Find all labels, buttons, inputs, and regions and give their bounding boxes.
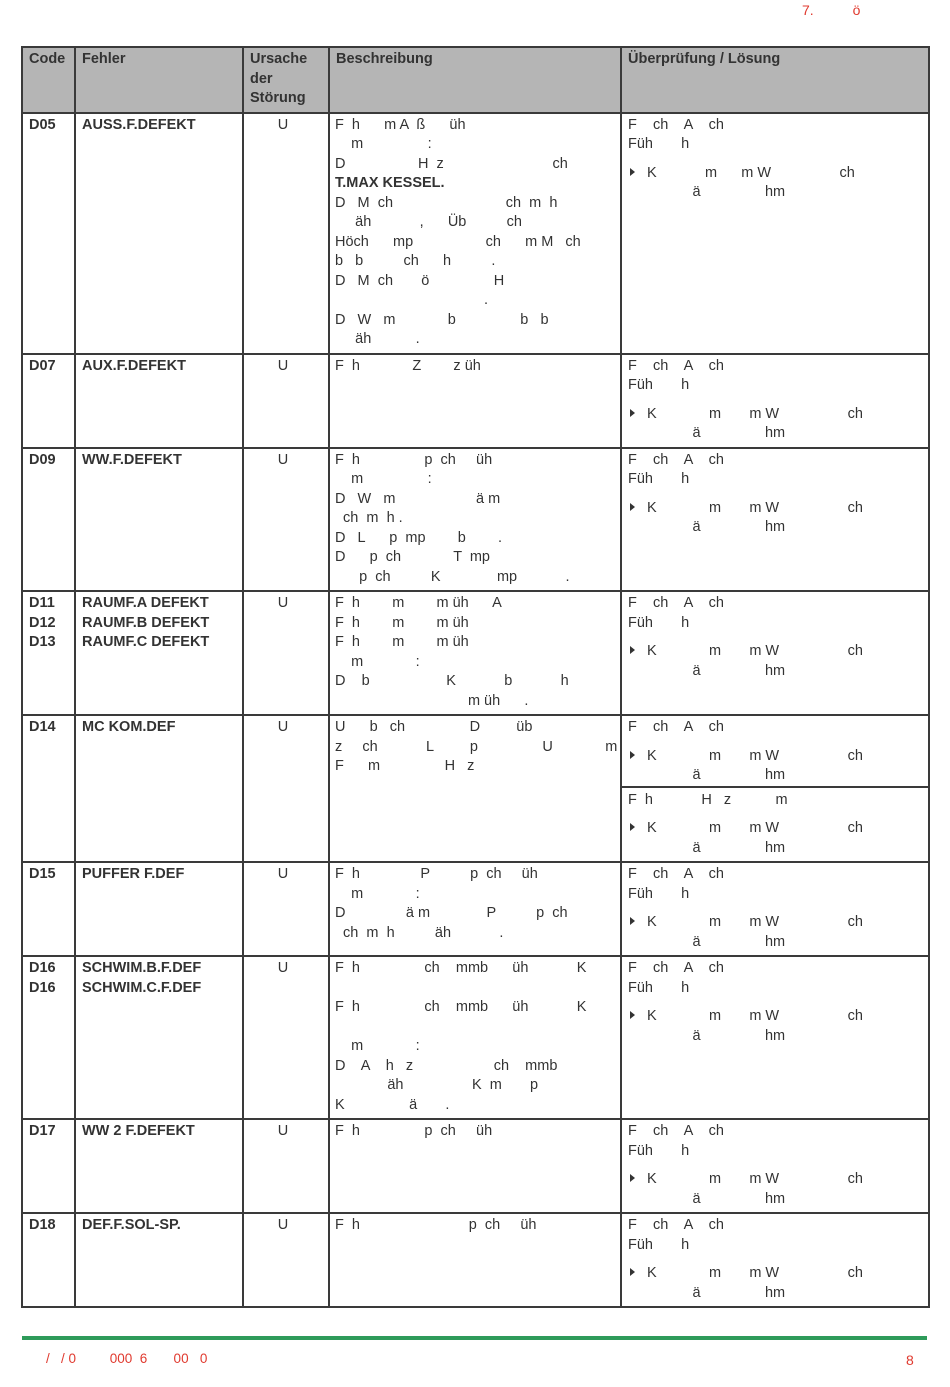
fault-name: MC KOM.DEF: [82, 719, 176, 735]
cause-value: U: [277, 451, 289, 468]
solution-step-continuation: ä hm: [628, 1027, 786, 1044]
cell-code: [22, 113, 75, 354]
solution-block: [628, 116, 922, 203]
cell-cause: [243, 113, 329, 354]
description-line: F h P p ch üh: [335, 866, 538, 882]
solution-line: F ch A ch: [628, 116, 724, 133]
cause-value: U: [277, 116, 289, 133]
solution-step-text: K m m W ch: [647, 820, 863, 836]
cell-description: [329, 1119, 621, 1213]
table-row: [22, 862, 929, 956]
cell-fault: [75, 1213, 243, 1307]
cell-solution: [621, 354, 929, 448]
solution-line: Füh h: [628, 471, 690, 487]
cell-description: [329, 591, 621, 715]
bullet-triangle-icon: [630, 1174, 635, 1182]
cause-value: U: [277, 357, 289, 374]
table-row: [22, 715, 929, 862]
fault-name: SCHWIM.B.F.DEF: [82, 960, 202, 976]
description-line: F h Z z üh: [335, 357, 481, 374]
solution-step: [628, 1007, 922, 1027]
solution-step-text: K m m W ch: [647, 164, 855, 181]
cell-description: [329, 354, 621, 448]
description-line: D b K b h: [335, 673, 569, 689]
table-row: [22, 956, 929, 1119]
solution-line: F ch A ch: [628, 719, 724, 735]
cell-description: [329, 113, 621, 354]
cell-fault: [75, 591, 243, 715]
solution-block: [628, 1216, 922, 1303]
solution-step-continuation: ä hm: [628, 519, 786, 535]
description-line: U b ch D üb: [335, 719, 533, 735]
cell-fault: [75, 1119, 243, 1213]
bullet-triangle-icon: [630, 1268, 635, 1276]
description-line: F h ch mmb üh K: [335, 960, 587, 976]
cell-fault: [75, 448, 243, 592]
solution-step: [628, 499, 922, 519]
description-line: F h p ch üh: [335, 1123, 493, 1139]
solution-step-text: K m m W ch: [647, 1171, 863, 1187]
cell-cause: [243, 1119, 329, 1213]
description-line: [335, 979, 614, 999]
cause-value: U: [277, 960, 289, 976]
solution-line: Füh h: [628, 885, 690, 902]
cell-code: [22, 862, 75, 956]
description-line: F h m A ß üh: [335, 116, 466, 133]
solution-block: [628, 451, 922, 538]
solution-block: [628, 959, 922, 1046]
solution-line: F ch A ch: [628, 1123, 724, 1139]
solution-line: Füh h: [628, 1236, 690, 1253]
solution-line: F ch A ch: [628, 595, 724, 611]
solution-step-continuation: ä hm: [628, 1284, 786, 1301]
solution-step-text: K m m W ch: [647, 914, 863, 930]
description-line: ch m h äh .: [335, 924, 504, 941]
bullet-triangle-icon: [630, 1011, 635, 1019]
bullet-triangle-icon: [630, 503, 635, 511]
description-line: T.MAX KESSEL.: [335, 175, 445, 191]
cause-value: U: [277, 866, 289, 882]
solution-step: [628, 747, 922, 767]
description-line: D p ch T mp: [335, 549, 490, 565]
solution-step-text: K m m W ch: [647, 1265, 863, 1281]
table-row: [22, 591, 929, 715]
cell-code: [22, 448, 75, 592]
description-line: F h p ch üh: [335, 451, 493, 468]
fault-name: AUX.F.DEFEKT: [82, 357, 186, 374]
description-line: m :: [335, 136, 432, 152]
cause-value: U: [277, 1217, 289, 1233]
bullet-triangle-icon: [630, 751, 635, 759]
solution-step-continuation: ä hm: [628, 767, 786, 783]
cell-solution: [621, 591, 929, 715]
description-line: D ä m P p ch: [335, 905, 568, 921]
column-header-fault: Fehler: [75, 47, 243, 113]
solution-line: F h H z m: [628, 791, 788, 808]
fault-name: RAUMF.A DEFEKT: [82, 595, 209, 611]
solution-line: F ch A ch: [628, 866, 724, 882]
cell-fault: [75, 715, 243, 862]
description-line: F h m m üh A: [335, 595, 502, 611]
cell-cause: [243, 956, 329, 1119]
solution-step-continuation: ä hm: [628, 933, 786, 950]
fault-name: RAUMF.B DEFEKT: [82, 614, 210, 631]
solution-line: Füh h: [628, 614, 690, 631]
error-code: D18: [29, 1217, 56, 1233]
fault-name: AUSS.F.DEFEKT: [82, 116, 196, 133]
error-code: D13: [29, 634, 56, 650]
description-line: m :: [335, 885, 420, 902]
cell-description: [329, 448, 621, 592]
cell-cause: [243, 448, 329, 592]
column-header-code: Code: [22, 47, 75, 113]
description-line: b b ch h .: [335, 253, 496, 269]
cell-solution: [621, 715, 929, 862]
description-line: äh .: [335, 331, 420, 347]
page-number: 8: [906, 1352, 914, 1368]
solution-line: Füh h: [628, 136, 690, 152]
cell-description: [329, 715, 621, 862]
cell-cause: [243, 862, 329, 956]
solution-step: [628, 1170, 922, 1190]
table-row: [22, 1119, 929, 1213]
solution-step-continuation: ä hm: [628, 184, 786, 200]
cell-solution: [621, 1119, 929, 1213]
fault-name: SCHWIM.C.F.DEF: [82, 979, 202, 996]
description-line: F h m m üh: [335, 634, 469, 650]
error-code: D12: [29, 614, 56, 631]
table-row: [22, 1213, 929, 1307]
bullet-triangle-icon: [630, 646, 635, 654]
error-code: D05: [29, 116, 56, 133]
cell-fault: [75, 862, 243, 956]
cell-code: [22, 354, 75, 448]
solution-step-continuation: ä hm: [628, 662, 786, 679]
solution-step: [628, 913, 922, 933]
fault-name: WW 2 F.DEFEKT: [82, 1123, 195, 1139]
fault-name: WW.F.DEFEKT: [82, 451, 182, 468]
solution-step-text: K m m W ch: [647, 747, 863, 764]
solution-step-text: K m m W ch: [647, 643, 863, 659]
error-code: D07: [29, 357, 56, 374]
table-row: [22, 113, 929, 354]
solution-step-continuation: ä hm: [628, 425, 786, 441]
cell-solution: [621, 1213, 929, 1307]
error-code: D17: [29, 1123, 56, 1139]
cell-cause: [243, 354, 329, 448]
solution-line: F ch A ch: [628, 960, 724, 976]
error-code: D15: [29, 866, 56, 882]
solution-step-continuation: ä hm: [628, 1190, 786, 1207]
error-code: D14: [29, 719, 56, 735]
solution-step: [628, 1264, 922, 1284]
cell-fault: [75, 956, 243, 1119]
cell-code: [22, 956, 75, 1119]
error-code: D11: [29, 595, 55, 611]
cause-value: U: [277, 1123, 289, 1139]
cell-solution: [621, 862, 929, 956]
solution-block: [628, 594, 922, 681]
description-line: D A h z ch mmb: [335, 1057, 558, 1074]
description-line: äh , Üb ch: [335, 214, 522, 230]
solution-line: F ch A ch: [628, 357, 724, 374]
description-line: D M ch ch m h: [335, 194, 558, 211]
description-line: F h p ch üh: [335, 1217, 537, 1233]
solution-step-continuation: ä hm: [628, 839, 786, 856]
footer-divider: [22, 1336, 927, 1340]
solution-block: [628, 357, 922, 444]
solution-step: [628, 642, 922, 662]
column-header-cause: Ursache der Störung: [243, 47, 329, 113]
description-line: D M ch ö H: [335, 272, 505, 289]
solution-block: [628, 1122, 922, 1209]
table-row: [22, 354, 929, 448]
error-code: D16: [29, 960, 56, 976]
cell-code: [22, 591, 75, 715]
fault-name: RAUMF.C DEFEKT: [82, 634, 210, 650]
cell-cause: [243, 715, 329, 862]
cell-description: [329, 956, 621, 1119]
cause-value: U: [277, 719, 289, 735]
solution-line: Füh h: [628, 1142, 690, 1159]
column-header-description: Beschreibung: [329, 47, 621, 113]
cell-cause: [243, 591, 329, 715]
solution-line: Füh h: [628, 377, 690, 393]
fault-name: PUFFER F.DEF: [82, 866, 185, 882]
description-line: D H z ch: [335, 155, 568, 172]
column-header-solution: Überprüfung / Lösung: [621, 47, 929, 113]
solution-step: [628, 819, 922, 839]
cell-solution: [621, 956, 929, 1119]
bullet-triangle-icon: [630, 409, 635, 417]
description-line: Höch mp ch m M ch: [335, 233, 581, 250]
cell-code: [22, 1119, 75, 1213]
description-line: m :: [335, 471, 432, 487]
cell-solution: [621, 113, 929, 354]
cell-description: [329, 862, 621, 956]
solution-block: [628, 865, 922, 952]
solution-step: [628, 405, 922, 425]
description-line: p ch K mp .: [335, 568, 570, 585]
solution-step-text: K m m W ch: [647, 499, 863, 516]
solution-block: [628, 718, 922, 786]
table-row: [22, 448, 929, 592]
description-line: m :: [335, 1038, 420, 1054]
cell-code: [22, 715, 75, 862]
description-line: m üh .: [335, 692, 529, 709]
bullet-triangle-icon: [630, 917, 635, 925]
description-line: F h ch mmb üh K: [335, 999, 587, 1015]
fault-name: DEF.F.SOL-SP.: [82, 1217, 181, 1233]
solution-step: [628, 164, 922, 184]
description-line: [335, 1018, 614, 1038]
solution-block-secondary: [622, 786, 928, 859]
description-line: z ch L p U m: [335, 738, 618, 755]
cell-fault: [75, 354, 243, 448]
cell-solution: [621, 448, 929, 592]
description-line: D W m b b b: [335, 311, 549, 328]
table-body: [22, 113, 929, 1308]
description-line: äh K m p: [335, 1077, 539, 1093]
cause-value: U: [277, 595, 289, 611]
description-line: D W m ä m: [335, 490, 501, 507]
error-code: D09: [29, 451, 56, 468]
footer-document-number: / / 0 000 6 00 0: [46, 1351, 208, 1366]
bullet-triangle-icon: [630, 168, 635, 176]
description-line: .: [335, 292, 489, 308]
solution-line: Füh h: [628, 979, 690, 996]
solution-line: F ch A ch: [628, 1217, 724, 1233]
error-code: D16: [29, 979, 56, 996]
error-code-table: [21, 46, 930, 1308]
description-line: m :: [335, 653, 420, 670]
description-line: F h m m üh: [335, 614, 469, 631]
cell-cause: [243, 1213, 329, 1307]
solution-line: F ch A ch: [628, 451, 724, 468]
solution-step-text: K m m W ch: [647, 1008, 863, 1024]
solution-step-text: K m m W ch: [647, 405, 863, 422]
cell-description: [329, 1213, 621, 1307]
cell-fault: [75, 113, 243, 354]
description-line: ch m h .: [335, 510, 403, 526]
cell-code: [22, 1213, 75, 1307]
section-heading: 7. ö: [802, 2, 861, 18]
description-line: F m H z: [335, 758, 475, 774]
description-line: D L p mp b .: [335, 529, 503, 546]
description-line: K ä .: [335, 1096, 450, 1113]
bullet-triangle-icon: [630, 823, 635, 831]
